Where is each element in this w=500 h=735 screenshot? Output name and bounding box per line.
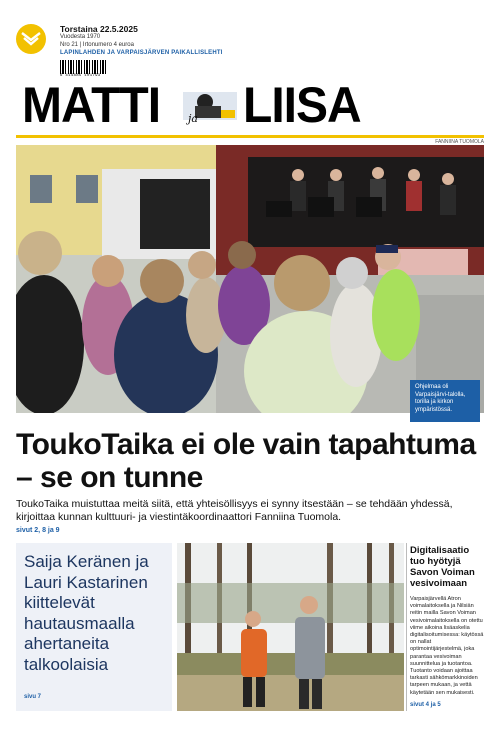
teaser-headline[interactable]: Saija Keränen ja Lauri Kastarinen kiittelevät hautausmaalla ahertaneita talkoolaisia: [24, 552, 149, 674]
side-body: Varpaisjärvellä Atron voimalaitoksella ja Nilsiän reitin mailla Savon Voiman vesivoimalaitoksella on otettu viime aikoina lisäaskelia digitalisoitumisessa: käytössä on nallat optimointijärjestelmä, joka parantaa vesivoiman suunnittelua ja tuotantoa. Tuotanto voidaan ajoittaa tarkasti sähkömarkkinoiden tarpeen mukaan, ja vettä käytetään sen mukaisesti.: [410, 596, 484, 696]
newspaper-title-right: LIISA: [243, 77, 361, 134]
main-photo[interactable]: [16, 145, 484, 413]
side-headline[interactable]: Digitalisaatio tuo hyötyjä Savon Voiman vesivoimaan: [410, 545, 475, 589]
main-lede: ToukoTaika muistuttaa meitä siitä, että yhteisöllisyys ei synny itsestään – se tehdään yhdessä, kirjoittaa kunnan kulttuuri- ja viestintäkoordinaattori Fanniina Tuomola.: [16, 498, 453, 523]
column-divider: [406, 543, 407, 711]
cemetery-photo[interactable]: [177, 543, 404, 711]
photo-caption: Ohjelmaa oli Varpaisjärvi-talolla, torilla ja kirkon ympäristössä.: [410, 380, 480, 422]
newspaper-title-ja: ja: [188, 112, 198, 125]
main-headline[interactable]: ToukoTaika ei ole vain tapahtuma – se on tunne: [16, 428, 476, 494]
region-tagline: LAPINLAHDEN JA VARPAISJÄRVEN PAIKALLISLEHTI: [60, 50, 223, 56]
newspaper-title-left: MATTI: [22, 77, 161, 134]
founded-line: Vuodesta 1970: [60, 34, 101, 40]
photo-credit: FANNIINA TUOMOLA: [435, 139, 484, 145]
issue-date: Torstaina 22.5.2025: [60, 24, 138, 34]
side-page-ref[interactable]: sivut 4 ja 5: [410, 702, 441, 708]
main-page-ref[interactable]: sivut 2, 8 ja 9: [16, 527, 60, 534]
barcode-number: 6 414885 101793: [60, 74, 101, 78]
teaser-page-ref[interactable]: sivu 7: [24, 694, 42, 700]
publisher-logo: [16, 24, 46, 54]
chevron-logo-icon: [21, 31, 41, 47]
issue-number: Nro 21 | Irtonumero 4 euroa: [60, 42, 134, 48]
masthead-rule: [16, 135, 484, 138]
barcode: [60, 60, 108, 74]
